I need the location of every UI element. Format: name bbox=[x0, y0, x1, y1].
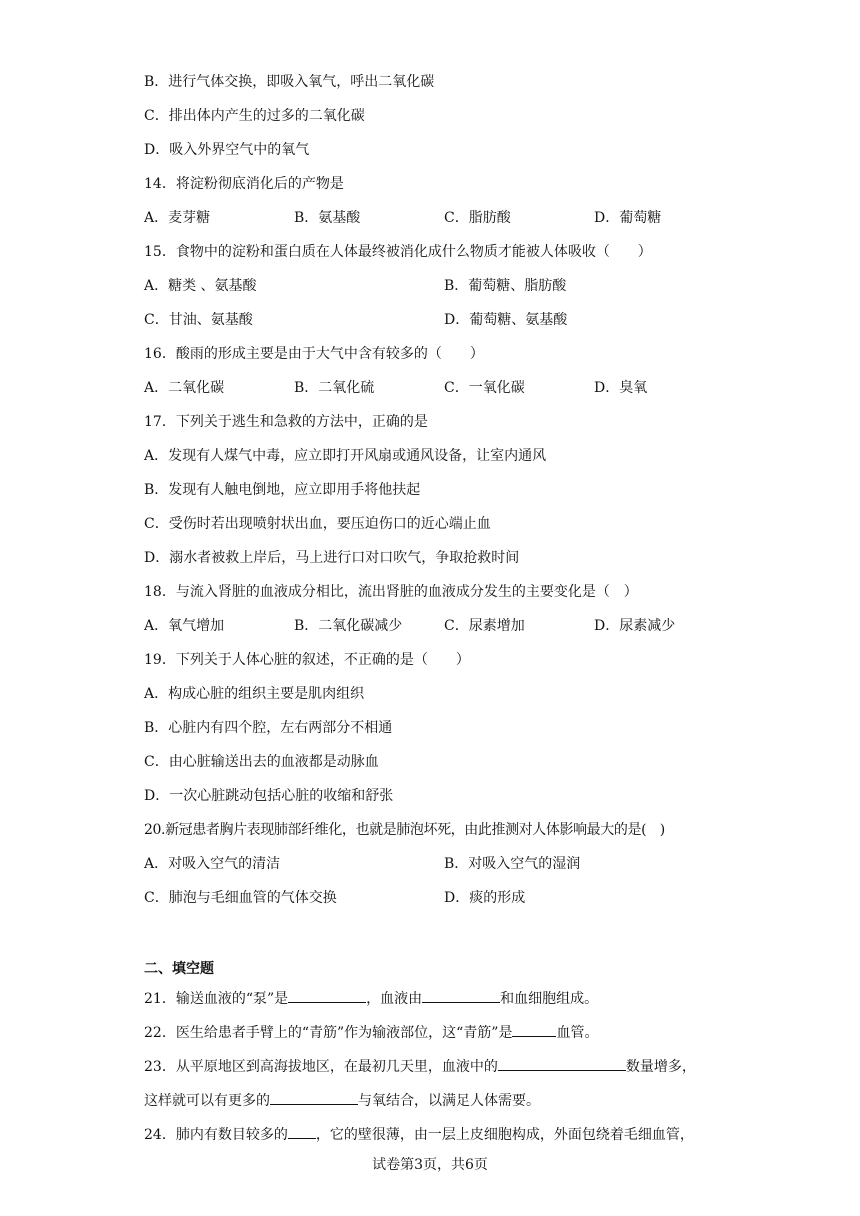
q14-stem: 14．将淀粉彻底消化后的产物是 bbox=[144, 176, 344, 192]
q18-option-b: B．二氧化碳减少 bbox=[294, 618, 403, 634]
q13-option-d: D．吸入外界空气中的氧气 bbox=[144, 142, 310, 158]
q20-stem: 20.新冠患者胸片表现肺部纤维化，也就是肺泡坏死，由此推测对人体影响最大的是( ) bbox=[144, 822, 665, 838]
q16-option-d: D．臭氧 bbox=[594, 380, 648, 396]
q22-text-1: 22．医生给患者手臂上的“青筋”作为输液部位，这“青筋”是 bbox=[144, 1025, 513, 1041]
q20-option-c: C．肺泡与毛细血管的气体交换 bbox=[144, 890, 337, 906]
q15-option-a: A．糖类 、氨基酸 bbox=[144, 278, 257, 294]
q21-blank-2[interactable] bbox=[422, 988, 500, 1003]
q23-line-1 bbox=[144, 1056, 696, 1076]
q22-line bbox=[144, 1022, 598, 1042]
q15-option-d: D．葡萄糖、氨基酸 bbox=[444, 312, 568, 328]
q14-option-b: B．氨基酸 bbox=[294, 210, 361, 226]
q18-option-c: C．尿素增加 bbox=[444, 618, 525, 634]
q24-text-1: 24．肺内有数目较多的 bbox=[144, 1127, 288, 1143]
q16-option-c: C．一氧化碳 bbox=[444, 380, 525, 396]
q18-stem: 18．与流入肾脏的血液成分相比，流出肾脏的血液成分发生的主要变化是（ ） bbox=[144, 584, 638, 600]
q21-text-1: 21．输送血液的“泵”是 bbox=[144, 991, 289, 1007]
q15-stem: 15．食物中的淀粉和蛋白质在人体最终被消化成什么物质才能被人体吸收（ ） bbox=[144, 244, 652, 260]
q20-option-a: A．对吸入空气的清洁 bbox=[144, 856, 281, 872]
q19-option-a: A．构成心脏的组织主要是肌肉组织 bbox=[144, 686, 365, 702]
q21-text-3: 和血细胞组成。 bbox=[500, 991, 599, 1007]
q14-option-a: A．麦芽糖 bbox=[144, 210, 211, 226]
q16-stem: 16．酸雨的形成主要是由于大气中含有较多的（ ） bbox=[144, 346, 484, 362]
q23-blank-2[interactable] bbox=[270, 1090, 358, 1105]
q15-option-b: B．葡萄糖、脂肪酸 bbox=[444, 278, 567, 294]
q14-option-c: C．脂肪酸 bbox=[444, 210, 511, 226]
q23-text-2: 数量增多， bbox=[625, 1059, 696, 1075]
q17-stem: 17．下列关于逃生和急救的方法中，正确的是 bbox=[144, 414, 428, 430]
q21-blank-1[interactable] bbox=[288, 988, 366, 1003]
q17-option-a: A．发现有人煤气中毒，应立即打开风扇或通风设备，让室内通风 bbox=[144, 448, 547, 464]
q24-text-2: ，它的壁很薄，由一层上皮细胞构成，外面包绕着毛细血管， bbox=[315, 1127, 694, 1143]
q23-blank-1[interactable] bbox=[498, 1056, 626, 1071]
q22-blank-1[interactable] bbox=[512, 1022, 556, 1037]
q20-option-b: B．对吸入空气的湿润 bbox=[444, 856, 581, 872]
q23-text-1: 23．从平原地区到高海拔地区，在最初几天里，血液中的 bbox=[144, 1059, 498, 1075]
q21-line bbox=[144, 988, 598, 1008]
q14-option-d: D．葡萄糖 bbox=[594, 210, 662, 226]
q16-option-b: B．二氧化硫 bbox=[294, 380, 375, 396]
q15-option-c: C．甘油、氨基酸 bbox=[144, 312, 253, 328]
q18-option-a: A．氧气增加 bbox=[144, 618, 225, 634]
q23-line-2 bbox=[144, 1090, 540, 1110]
q13-option-b: B．进行气体交换，即吸入氧气，呼出二氧化碳 bbox=[144, 74, 435, 90]
page-footer: 试卷第3页，共6页 bbox=[372, 1157, 488, 1173]
q24-line bbox=[144, 1124, 694, 1144]
q17-option-d: D．溺水者被救上岸后，马上进行口对口吹气，争取抢救时间 bbox=[144, 550, 520, 566]
q20-option-d: D．痰的形成 bbox=[444, 890, 526, 906]
q17-option-b: B．发现有人触电倒地，应立即用手将他扶起 bbox=[144, 482, 421, 498]
q22-text-2: 血管。 bbox=[556, 1025, 599, 1041]
q19-option-c: C．由心脏输送出去的血液都是动脉血 bbox=[144, 754, 379, 770]
q21-text-2: ，血液由 bbox=[366, 991, 423, 1007]
q23-text-3: 这样就可以有更多的 bbox=[144, 1093, 270, 1109]
q13-option-c: C．排出体内产生的过多的二氧化碳 bbox=[144, 108, 365, 124]
q19-option-d: D．一次心脏跳动包括心脏的收缩和舒张 bbox=[144, 788, 394, 804]
q17-option-c: C．受伤时若出现喷射状出血，要压迫伤口的近心端止血 bbox=[144, 516, 491, 532]
q19-stem: 19．下列关于人体心脏的叙述，不正确的是（ ） bbox=[144, 652, 470, 668]
q23-text-4: 与氧结合，以满足人体需要。 bbox=[358, 1093, 540, 1109]
q16-option-a: A．二氧化碳 bbox=[144, 380, 225, 396]
q24-blank-1[interactable] bbox=[288, 1124, 316, 1139]
q18-option-d: D．尿素减少 bbox=[594, 618, 676, 634]
q19-option-b: B．心脏内有四个腔，左右两部分不相通 bbox=[144, 720, 393, 736]
section-title-fill-in: 二、填空题 bbox=[144, 961, 214, 977]
